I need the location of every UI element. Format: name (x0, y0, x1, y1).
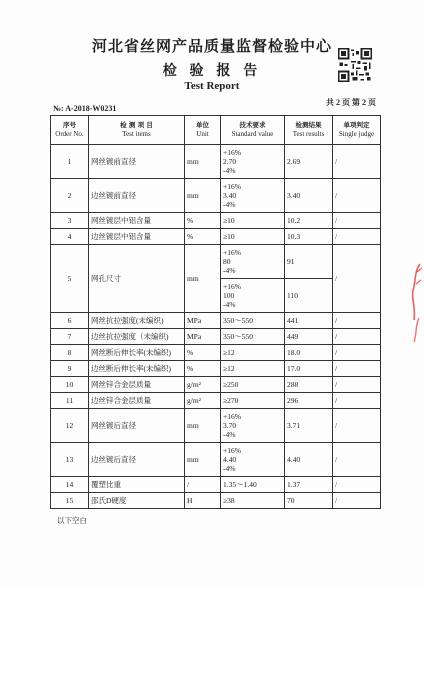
cell-unit: % (185, 345, 221, 361)
cell-judge: / (333, 145, 381, 179)
standard-value-line: -4% (223, 200, 236, 209)
cell-judge: / (333, 245, 381, 313)
standard-value-line: -4% (223, 166, 236, 175)
cell-standard (221, 409, 285, 443)
qr-code-icon (338, 48, 372, 82)
cell-result: 449 (285, 329, 333, 345)
stamp-edge-icon (410, 262, 424, 322)
standard-value-line: 350～550 (223, 332, 253, 341)
cell-unit: mm (185, 245, 221, 313)
cell-judge: / (333, 443, 381, 477)
standard-value-line: 2.70 (223, 157, 237, 166)
cell-test-item: 网孔尺寸 (89, 245, 185, 313)
cell-test-item: 网丝镀前直径 (89, 145, 185, 179)
cell-judge: / (333, 477, 381, 493)
cell-unit: MPa (185, 329, 221, 345)
cell-order-no: 14 (51, 477, 89, 493)
cell-standard (221, 245, 285, 279)
cell-standard (221, 443, 285, 477)
page-number: 共 2 页 第 2 页 (326, 98, 376, 107)
column-header: 单位 Unit (185, 116, 221, 145)
test-results-table (50, 115, 381, 509)
cell-result: 2.69 (285, 145, 333, 179)
standard-value-line: +16% (223, 282, 241, 291)
cell-order-no: 11 (51, 393, 89, 409)
standard-value-line: ≥250 (223, 380, 239, 389)
table-row (51, 329, 381, 345)
cell-standard (221, 313, 285, 329)
cell-unit: % (185, 229, 221, 245)
cell-test-item: 边丝镀层中铝含量 (89, 229, 185, 245)
standard-value-line: +16% (223, 412, 241, 421)
cell-order-no: 8 (51, 345, 89, 361)
cell-unit: / (185, 477, 221, 493)
table-row (51, 477, 381, 493)
standard-value-line: 100 (223, 291, 235, 300)
cell-judge: / (333, 361, 381, 377)
standard-value-line: +16% (223, 148, 241, 157)
column-header: 检测结果 Test results (285, 116, 333, 145)
cell-standard (221, 477, 285, 493)
cell-result: 17.0 (285, 361, 333, 377)
cell-result: 3.40 (285, 179, 333, 213)
cell-standard (221, 361, 285, 377)
cell-unit: MPa (185, 313, 221, 329)
cell-judge: / (333, 377, 381, 393)
cell-result: 296 (285, 393, 333, 409)
table-row (51, 409, 381, 443)
cell-result: 10.2 (285, 213, 333, 229)
cell-judge: / (333, 409, 381, 443)
cell-test-item: 网丝镀层中铝含量 (89, 213, 185, 229)
cell-judge: / (333, 213, 381, 229)
column-header: 单项判定 Single judge (333, 116, 381, 145)
table-header-row (51, 116, 381, 145)
standard-value-line: ≥10 (223, 216, 235, 225)
cell-judge: / (333, 345, 381, 361)
cell-order-no: 2 (51, 179, 89, 213)
cell-test-item: 网丝抗拉强度(未编织) (89, 313, 185, 329)
cell-order-no: 13 (51, 443, 89, 477)
cell-order-no: 7 (51, 329, 89, 345)
org-name: 河北省丝网产品质量监督检验中心 (91, 37, 332, 55)
standard-value-line: ≥38 (223, 496, 235, 505)
standard-value-line: 350～550 (223, 316, 253, 325)
column-header: 序号 Order No. (51, 116, 89, 145)
standard-value-line: 3.40 (223, 191, 237, 200)
report-subtitle: Test Report (184, 80, 240, 92)
standard-value-line: -4% (223, 430, 236, 439)
standard-value-line: 3.70 (223, 421, 237, 430)
cell-order-no: 1 (51, 145, 89, 179)
cell-standard (221, 179, 285, 213)
cell-unit: g/m² (185, 377, 221, 393)
cell-unit: H (185, 493, 221, 509)
standard-value-line: ≥10 (223, 232, 235, 241)
cell-unit: % (185, 213, 221, 229)
cell-result: 110 (285, 279, 333, 313)
report-number: №: A-2018-W0231 (53, 104, 117, 113)
end-note: 以下空白 (57, 516, 87, 525)
standard-value-line: -4% (223, 266, 236, 275)
cell-standard (221, 377, 285, 393)
cell-standard (221, 345, 285, 361)
cell-test-item: 边丝镀前直径 (89, 179, 185, 213)
table-row (51, 443, 381, 477)
table-row (51, 361, 381, 377)
cell-result: 441 (285, 313, 333, 329)
cell-unit: % (185, 361, 221, 377)
cell-unit: mm (185, 443, 221, 477)
cell-judge: / (333, 179, 381, 213)
cell-test-item: 覆塑比重 (89, 477, 185, 493)
cell-standard (221, 329, 285, 345)
cell-test-item: 边丝镀后直径 (89, 443, 185, 477)
cell-standard (221, 145, 285, 179)
cell-test-item: 边丝抗拉强度（未编织) (89, 329, 185, 345)
cell-judge: / (333, 329, 381, 345)
cell-test-item: 网丝锌合金层质量 (89, 377, 185, 393)
cell-order-no: 6 (51, 313, 89, 329)
cell-result: 10.3 (285, 229, 333, 245)
cell-test-item: 网丝断后伸长率(未编织) (89, 345, 185, 361)
cell-test-item: 网丝镀后直径 (89, 409, 185, 443)
cell-judge: / (333, 393, 381, 409)
standard-value-line: 4.40 (223, 455, 237, 464)
cell-result: 70 (285, 493, 333, 509)
cell-unit: mm (185, 145, 221, 179)
cell-judge: / (333, 229, 381, 245)
cell-unit: g/m² (185, 393, 221, 409)
cell-standard (221, 213, 285, 229)
cell-result: 18.0 (285, 345, 333, 361)
table-row (51, 145, 381, 179)
table-row (51, 393, 381, 409)
standard-value-line: ≥270 (223, 396, 239, 405)
table-row (51, 179, 381, 213)
cell-judge: / (333, 493, 381, 509)
table-row (51, 313, 381, 329)
cell-result: 4.40 (285, 443, 333, 477)
standard-value-line: -4% (223, 300, 236, 309)
cell-test-item: 边丝锌合金层质量 (89, 393, 185, 409)
standard-value-line: 80 (223, 257, 231, 266)
cell-order-no: 4 (51, 229, 89, 245)
cell-standard (221, 493, 285, 509)
cell-standard (221, 229, 285, 245)
cell-result: 3.71 (285, 409, 333, 443)
cell-judge: / (333, 313, 381, 329)
standard-value-line: ≥12 (223, 364, 235, 373)
cell-order-no: 15 (51, 493, 89, 509)
cell-test-item: 边丝断后伸长率(未编织) (89, 361, 185, 377)
report-title: 检 验 报 告 (162, 63, 262, 79)
cell-test-item: 邵氏D硬度 (89, 493, 185, 509)
table-row (51, 213, 381, 229)
cell-order-no: 9 (51, 361, 89, 377)
table-row (51, 245, 381, 279)
cell-result: 1.37 (285, 477, 333, 493)
cell-order-no: 10 (51, 377, 89, 393)
table-row (51, 345, 381, 361)
column-header: 技术要求 Standard value (221, 116, 285, 145)
table-row (51, 229, 381, 245)
cell-unit: mm (185, 179, 221, 213)
cell-standard (221, 393, 285, 409)
standard-value-line: +16% (223, 248, 241, 257)
cell-order-no: 3 (51, 213, 89, 229)
column-header: 检 测 项 目 Test items (89, 116, 185, 145)
cell-unit: mm (185, 409, 221, 443)
standard-value-line: 1.35～1.40 (223, 480, 257, 489)
standard-value-line: +16% (223, 182, 241, 191)
standard-value-line: -4% (223, 464, 236, 473)
table-row (51, 493, 381, 509)
cell-result: 91 (285, 245, 333, 279)
cell-result: 288 (285, 377, 333, 393)
standard-value-line: +16% (223, 446, 241, 455)
standard-value-line: ≥12 (223, 348, 235, 357)
table-row (51, 377, 381, 393)
stamp-edge-icon (410, 316, 424, 376)
cell-standard (221, 279, 285, 313)
cell-order-no: 12 (51, 409, 89, 443)
cell-order-no: 5 (51, 245, 89, 313)
